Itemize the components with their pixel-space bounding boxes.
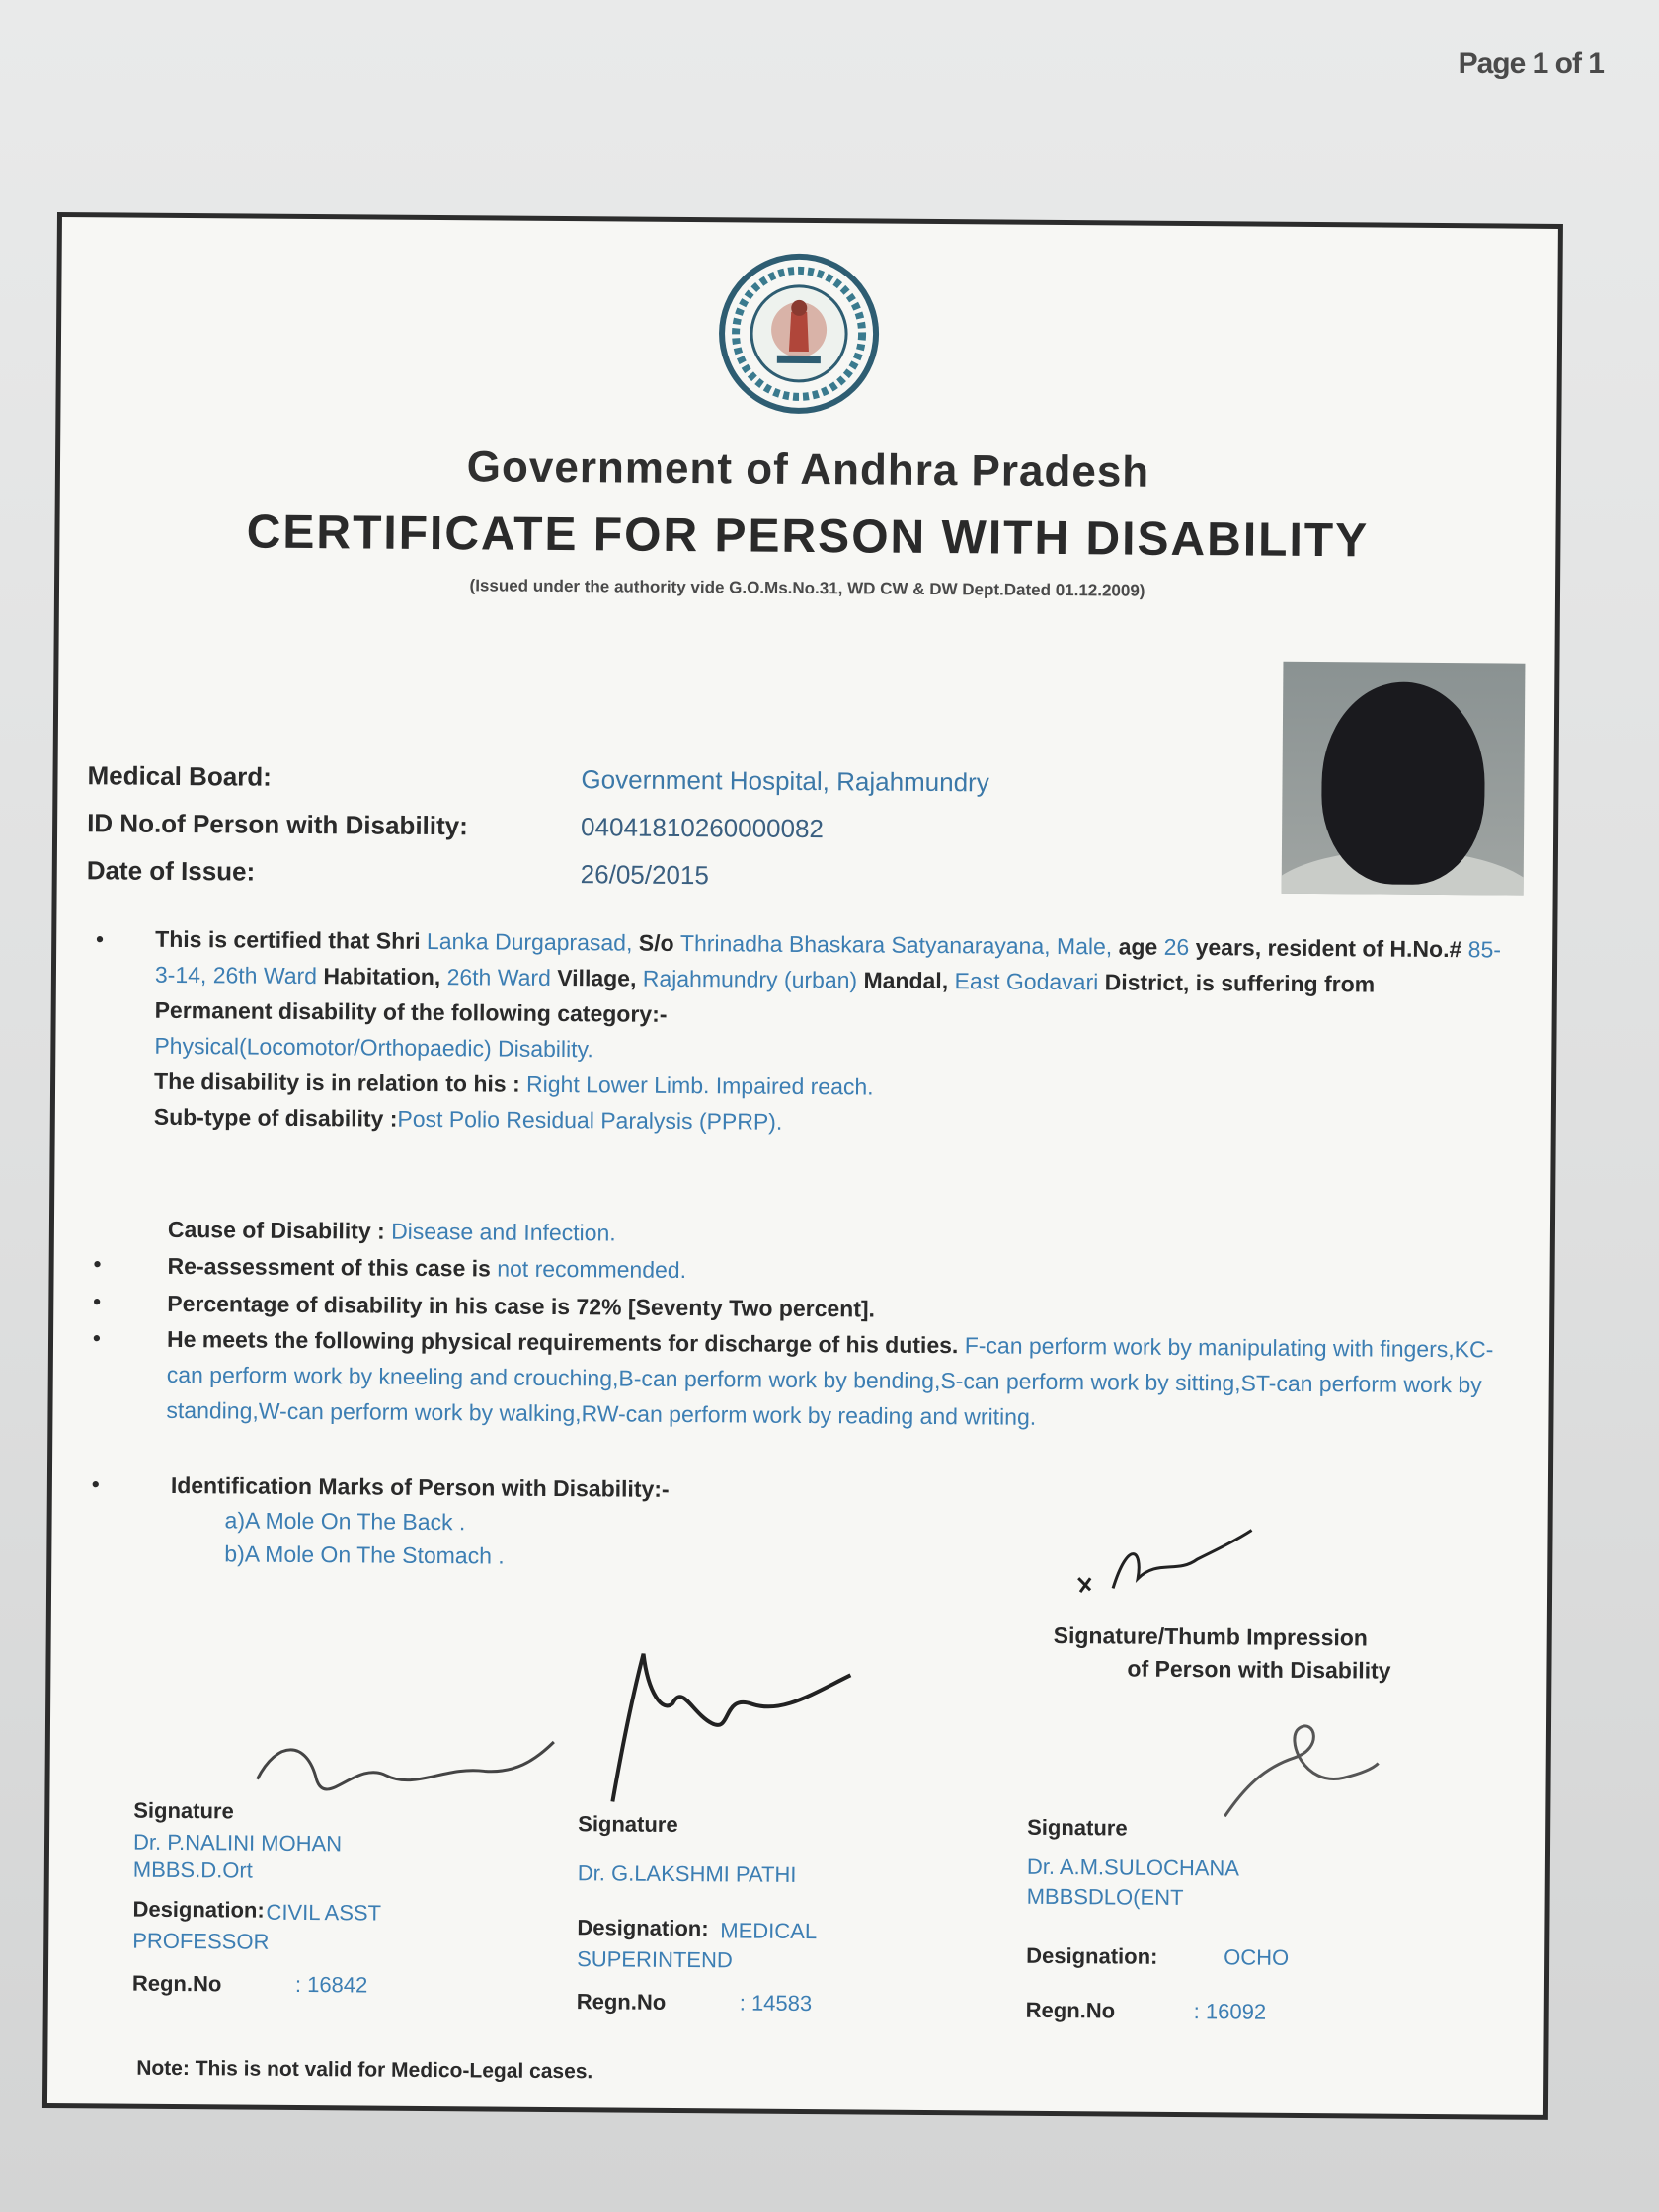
government-title: Government of Andhra Pradesh <box>466 442 1150 497</box>
bullet: • <box>96 926 105 952</box>
doctor-3-qualification: MBBSDLO(ENT <box>1026 1883 1184 1911</box>
medical-board-label: Medical Board: <box>87 760 273 792</box>
percentage-line: Percentage of disability in his case is 72% [Seventy Two percent]. <box>167 1290 876 1322</box>
doctor-1-signature-label: Signature <box>133 1797 234 1824</box>
medical-board-value: Government Hospital, Rajahmundry <box>581 764 989 798</box>
bullet: • <box>92 1325 101 1351</box>
doctor-1-regn-label: Regn.No <box>131 1970 222 1997</box>
applicant-signature-label-1: Signature/Thumb Impression <box>1053 1621 1369 1651</box>
applicant-signature-label-2: of Person with Disability <box>1127 1655 1391 1684</box>
doctor-2-signature-label: Signature <box>578 1811 678 1837</box>
date-of-issue-label: Date of Issue: <box>86 855 256 887</box>
bullet: • <box>93 1289 102 1314</box>
doctor-2-name: Dr. G.LAKSHMI PATHI <box>577 1860 797 1887</box>
page-indicator: Page 1 of 1 <box>1458 47 1604 80</box>
doctor-1-regn: : 16842 <box>294 1971 368 1998</box>
date-of-issue-value: 26/05/2015 <box>580 859 710 891</box>
doctor-3-designation-label: Designation: <box>1026 1942 1158 1969</box>
doctor-1-designation-label: Designation: <box>132 1896 265 1923</box>
identification-mark-a: a)A Mole On The Back . <box>224 1507 466 1536</box>
doctor-2-designation-label: Designation: <box>577 1915 709 1941</box>
bullet: • <box>93 1251 102 1277</box>
certification-paragraph: This is certified that Shri Lanka Durgaprasad, S/o Thrinadha Bhaskara Satyanarayana, Male, age 26 years, resident of H.No.# 85-3-14, 26th Ward Habitation, 26th Ward Village, Rajahmundry (urban) Mandal, East Godavari District, is suffering from Permanent disability of the following category:- Physical(Locomotor/Orthopaedic) Disability. The disability is in relation to his : Right Lower Limb. Impaired reach. Sub-type of disability :Post Polio Residual Paralysis (PPRP). <box>153 925 1502 1135</box>
doctor-3-designation: OCHO <box>1224 1944 1290 1970</box>
doctor-1-qualification: MBBS.D.Ort <box>132 1856 253 1883</box>
id-number-value: 04041810260000082 <box>581 812 825 844</box>
doctor-2-signature-mark <box>563 1633 860 1813</box>
doctor-1-signature-mark <box>247 1720 564 1832</box>
cause-of-disability: Cause of Disability : Disease and Infection. <box>167 1216 616 1246</box>
identification-mark-b: b)A Mole On The Stomach . <box>224 1540 505 1569</box>
doctor-1-name: Dr. P.NALINI MOHAN <box>132 1829 343 1856</box>
person-photo <box>1282 662 1526 896</box>
identification-label: Identification Marks of Person with Disability:- <box>170 1471 670 1502</box>
doctor-2-regn: : 14583 <box>739 1990 813 2016</box>
state-emblem-icon <box>717 252 881 416</box>
photo-head <box>1321 681 1486 885</box>
legal-note: Note: This is not valid for Medico-Legal cases. <box>136 2056 593 2084</box>
certificate-card <box>42 212 1563 2120</box>
doctor-3-regn: : 16092 <box>1193 1999 1267 2024</box>
doctor-3-signature-mark <box>1205 1707 1383 1827</box>
doctor-1-designation: CIVIL ASST PROFESSOR <box>132 1899 381 1954</box>
reassessment-line: Re-assessment of this case is not recommended. <box>167 1252 687 1284</box>
certificate-title: CERTIFICATE FOR PERSON WITH DISABILITY <box>246 506 1370 568</box>
applicant-signature-mark <box>1068 1519 1267 1610</box>
id-number-label: ID No.of Person with Disability: <box>87 808 468 841</box>
doctor-2-regn-label: Regn.No <box>576 1989 667 2014</box>
doctor-3-signature-label: Signature <box>1027 1814 1128 1841</box>
bullet: • <box>91 1471 100 1497</box>
authority-subtitle: (Issued under the authority vide G.O.Ms.No.31, WD CW & DW Dept.Dated 01.12.2009) <box>469 576 1146 600</box>
physical-requirements: He meets the following physical requirements for discharge of his duties. F-can perform work by manipulating with fingers,KC-can perform work by kneeling and crouching,B-can perform work by bending,S-can perform work by sitting,ST-can perform work by standing,W-can perform work by walking,RW-can perform work by reading and writing. <box>166 1325 1494 1430</box>
doctor-3-regn-label: Regn.No <box>1025 1997 1116 2023</box>
doctor-3-name: Dr. A.M.SULOCHANA <box>1026 1854 1240 1881</box>
doctor-2-designation: MEDICAL SUPERINTEND <box>577 1918 817 1973</box>
